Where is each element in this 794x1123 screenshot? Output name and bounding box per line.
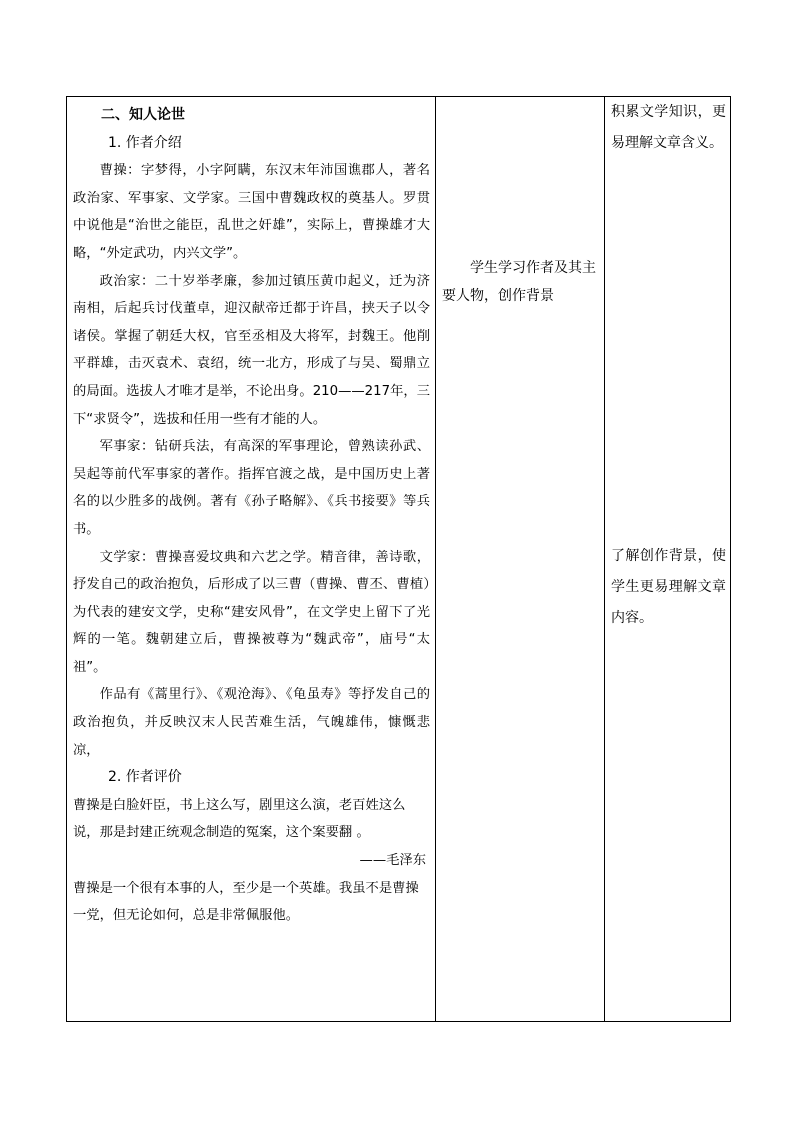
- teaching-content: [67, 97, 435, 1021]
- literary-paragraph: 文学家：曹操喜爱坟典和六艺之学。精音律，善诗歌，抒发自己的政治抱负，后形成了以三曹（曹操、曹丕、曹植）为代表的建安文学，史称“建安风骨”，在文学史上留下了光辉的一笔。魏朝建立后，曹操被尊为“魏武帝”，庙号“太祖”。: [73, 549, 430, 675]
- mao-quote: 曹操是白脸奸臣，书上这么写，剧里这么演，老百姓这么说，那是封建正统观念制造的冤案，这个案要翻 。: [73, 797, 406, 841]
- table-row: [67, 97, 731, 1022]
- politician-paragraph: 政治家：二十岁举孝廉，参加过镇压黄巾起义，迁为济南相，后起兵讨伐董卓，迎汉献帝迁都于许昌，挟天子以令诸侯。掌握了朝廷大权，官至丞相及大将军，封魏王。他削平群雄，击灭袁术、袁绍，统一北方，形成了与吴、蜀鼎立的局面。选拔人才唯才是举，不论出身。210——217年，三下“求贤令”，选拔和任用一些有才能的人。: [73, 273, 430, 427]
- lesson-plan-table: [66, 96, 731, 1022]
- student-activity-text: 学生学习作者及其主要人物，创作背景: [442, 260, 596, 304]
- student-activity-cell: [436, 97, 605, 1022]
- section-heading: 二、知人论世: [101, 107, 185, 123]
- military-paragraph: 军事家：钻研兵法，有高深的军事理论，曾熟读孙武、吴起等前代军事家的著作。指挥官渡之战，是中国历史上著名的以少胜多的战例。著有《孙子略解》、《兵书接要》等兵书。: [73, 439, 430, 537]
- teaching-content-cell: [67, 97, 436, 1022]
- design-intent-cell: [605, 97, 731, 1022]
- design-intent-note-2: 了解创作背景，使学生更易理解文章内容。: [611, 548, 726, 626]
- author-intro-title: 1. 作者介绍: [108, 134, 182, 151]
- design-intent-note-1: 积累文学知识，更易理解文章含义。: [611, 104, 726, 151]
- closing-quote: 曹操是一个很有本事的人，至少是一个英雄。我虽不是曹操一党，但无论如何，总是非常佩服他。: [73, 880, 419, 924]
- quote-source: ——毛泽东: [359, 853, 426, 869]
- author-evaluation-title: 2. 作者评价: [108, 769, 182, 786]
- author-intro-paragraph: 曹操：字梦得，小字阿瞒，东汉末年沛国谯郡人，著名政治家、军事家、文学家。三国中曹魏政权的奠基人。罗贯中说他是“治世之能臣，乱世之奸雄”，实际上，曹操雄才大略，“外定武功，内兴文学”。: [73, 163, 430, 261]
- works-paragraph: 作品有《蒿里行》、《观沧海》、《龟虽寿》等抒发自己的政治抱负，并反映汉末人民苦难生活，气魄雄伟，慷慨悲凉，: [73, 687, 430, 758]
